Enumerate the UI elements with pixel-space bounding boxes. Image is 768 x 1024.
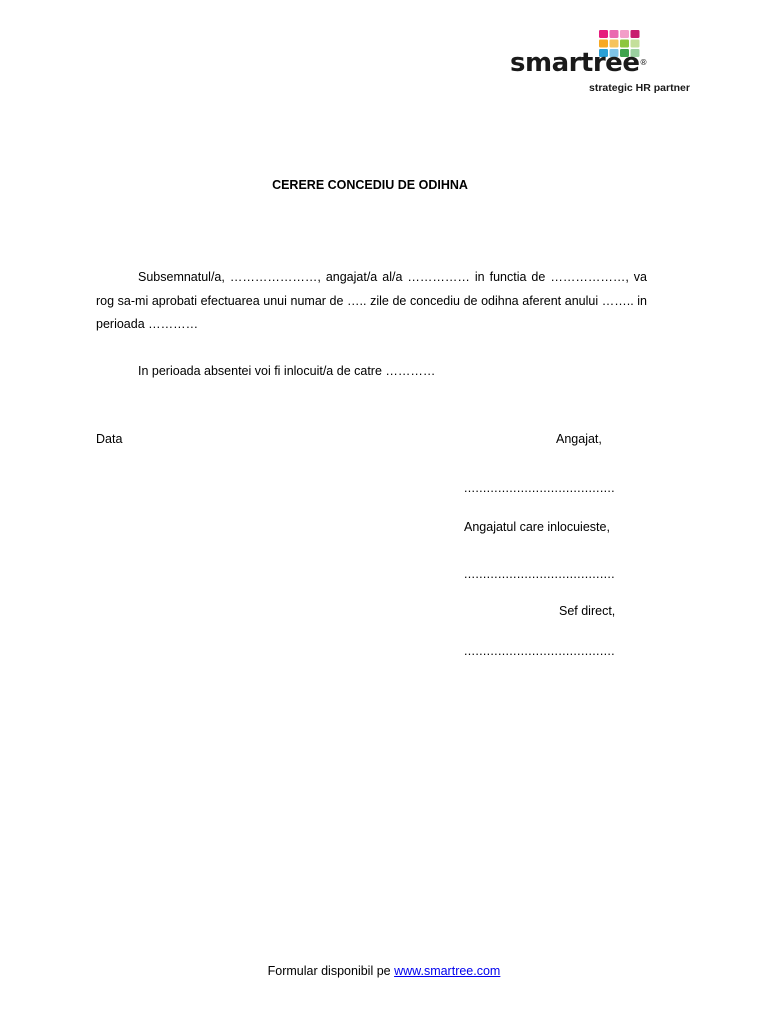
logo-square <box>610 40 619 48</box>
replacement-paragraph <box>96 360 647 384</box>
logo-square <box>620 30 629 38</box>
registered-mark: ® <box>639 58 647 67</box>
website-link[interactable]: www.smartree.com <box>394 964 501 978</box>
logo-wordmark-text: smartree <box>510 48 640 78</box>
logo-square <box>631 30 640 38</box>
logo-square <box>620 40 629 48</box>
manager-signature-line: ........................................ <box>464 644 615 658</box>
request-paragraph-text: Subsemnatul/a, …………………, angajat/a al/a …………… in functia de ………………, va rog sa-mi aprobati efectuarea unui numar de ….. zile de concediu de odihna aferent anului …….. in perioada ………… <box>96 270 647 331</box>
request-paragraph <box>96 266 647 337</box>
replacement-paragraph-text: In perioada absentei voi fi inlocuit/a de catre ………… <box>138 364 436 378</box>
document-title: CERERE CONCEDIU DE ODIHNA <box>272 178 468 192</box>
company-logo <box>510 30 710 100</box>
footer <box>0 964 768 978</box>
manager-label: Sef direct, <box>559 604 616 618</box>
logo-square <box>610 30 619 38</box>
date-label: Data <box>96 432 123 446</box>
logo-tagline: strategic HR partner <box>589 82 690 94</box>
employee-signature-line: ........................................ <box>464 481 615 495</box>
footer-text: Formular disponibil pe <box>267 964 395 978</box>
logo-square <box>631 40 640 48</box>
employee-label: Angajat, <box>556 432 602 446</box>
logo-square <box>599 30 608 38</box>
replacement-label: Angajatul care inlocuieste, <box>464 520 610 534</box>
replacement-signature-line: ........................................ <box>464 567 615 581</box>
logo-square <box>599 40 608 48</box>
logo-wordmark <box>510 48 647 78</box>
